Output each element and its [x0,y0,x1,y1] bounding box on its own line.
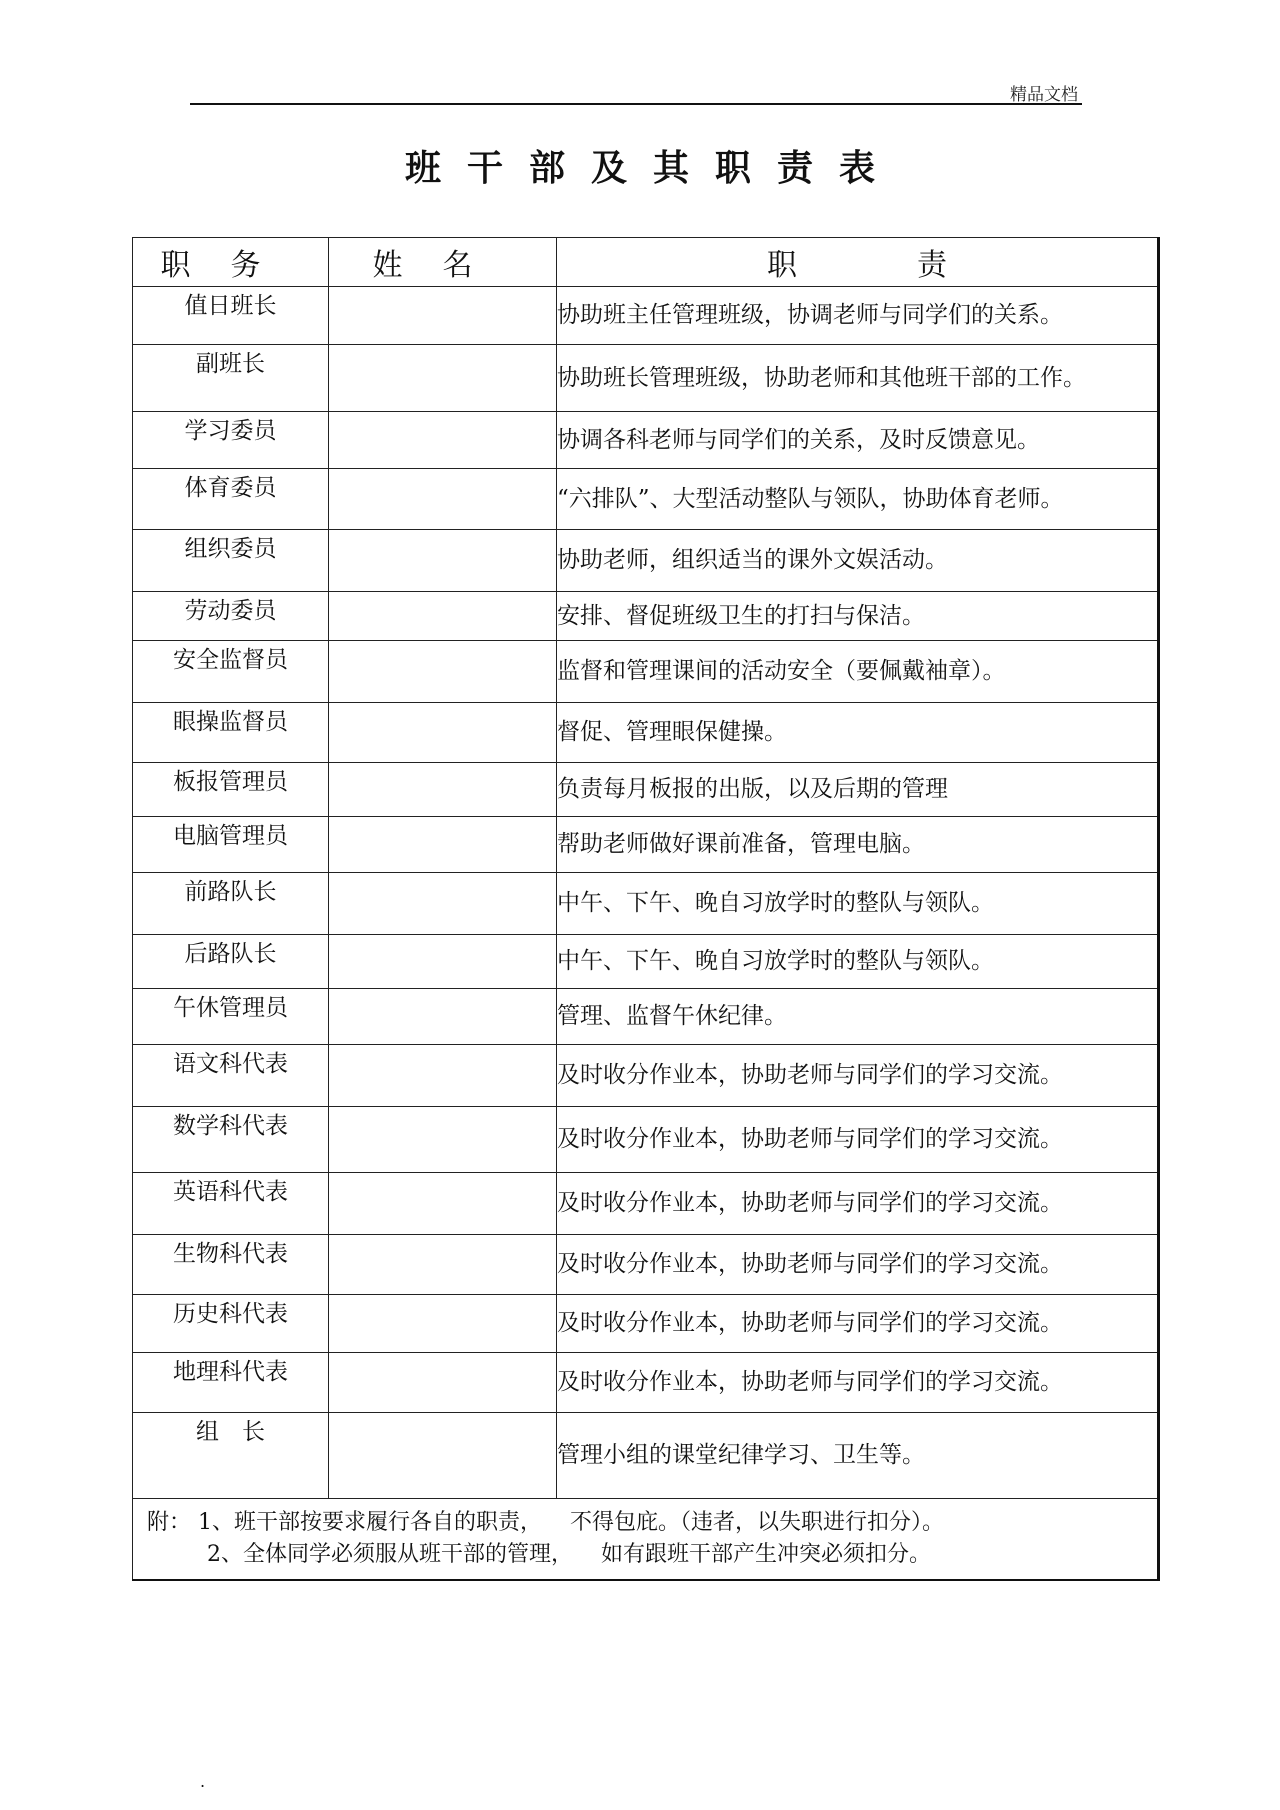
name-cell[interactable] [329,703,557,763]
role-cell: 副班长 [133,345,329,412]
note-2b: 如有跟班干部产生冲突必须扣分。 [601,1542,932,1567]
header-name: 姓名 [329,238,557,287]
table-row [133,1353,1159,1413]
role-cell: 历史科代表 [133,1295,329,1353]
name-cell[interactable] [329,873,557,935]
responsibility-cell: 协助班长管理班级，协助老师和其他班干部的工作。 [557,345,1159,412]
responsibility-cell: 监督和管理课间的活动安全（要佩戴袖章）。 [557,641,1159,703]
responsibility-cell: 负责每月板报的出版，以及后期的管理 [557,763,1159,817]
name-cell[interactable] [329,287,557,345]
table-row [133,703,1159,763]
table-row [133,1235,1159,1295]
role-cell: 地理科代表 [133,1353,329,1413]
header-responsibility [557,238,1159,287]
role-cell: 板报管理员 [133,763,329,817]
name-cell[interactable] [329,592,557,641]
table-row [133,817,1159,873]
note-prefix: 附： [147,1510,192,1535]
document-header-label: 精品文档 [1010,85,1078,105]
role-cell: 安全监督员 [133,641,329,703]
table-row [133,287,1159,345]
role-cell: 生物科代表 [133,1235,329,1295]
note-2a: 2、全体同学必须服从班干部的管理， [207,1542,573,1567]
name-cell[interactable] [329,1235,557,1295]
table-row [133,469,1159,530]
responsibility-cell: “六排队”、大型活动整队与领队，协助体育老师。 [557,469,1159,530]
role-cell: 电脑管理员 [133,817,329,873]
responsibility-cell: 中午、下午、晚自习放学时的整队与领队。 [557,873,1159,935]
responsibility-cell: 及时收分作业本，协助老师与同学们的学习交流。 [557,1295,1159,1353]
page-title: 班干部及其职责表 [404,148,901,189]
table-row [133,1173,1159,1235]
role-cell: 值日班长 [133,287,329,345]
name-cell[interactable] [329,1045,557,1107]
name-cell[interactable] [329,641,557,703]
name-cell[interactable] [329,412,557,469]
name-cell[interactable] [329,1353,557,1413]
note-line-2 [147,1539,1157,1571]
role-cell: 语文科代表 [133,1045,329,1107]
role-cell: 学习委员 [133,412,329,469]
table-row [133,412,1159,469]
role-cell: 午休管理员 [133,989,329,1045]
note-1a: 1、班干部按要求履行各自的职责， [198,1510,543,1535]
name-cell[interactable] [329,1295,557,1353]
responsibility-cell: 及时收分作业本，协助老师与同学们的学习交流。 [557,1235,1159,1295]
responsibility-cell: 管理、监督午休纪律。 [557,989,1159,1045]
table-row [133,935,1159,989]
responsibility-cell: 协调各科老师与同学们的关系，及时反馈意见。 [557,412,1159,469]
responsibility-cell: 及时收分作业本，协助老师与同学们的学习交流。 [557,1173,1159,1235]
duties-table [132,237,1160,1581]
role-cell: 组 长 [133,1413,329,1499]
role-cell: 眼操监督员 [133,703,329,763]
responsibility-cell: 帮助老师做好课前准备，管理电脑。 [557,817,1159,873]
name-cell[interactable] [329,817,557,873]
table-header-row [133,238,1159,287]
footer-mark: . [200,1772,206,1791]
table-row [133,873,1159,935]
table-row [133,989,1159,1045]
responsibility-cell: 及时收分作业本，协助老师与同学们的学习交流。 [557,1353,1159,1413]
role-cell: 体育委员 [133,469,329,530]
name-cell[interactable] [329,1413,557,1499]
name-cell[interactable] [329,530,557,592]
header-duty: 职务 [133,238,329,287]
responsibility-cell: 协助老师，组织适当的课外文娱活动。 [557,530,1159,592]
responsibility-cell: 及时收分作业本，协助老师与同学们的学习交流。 [557,1045,1159,1107]
note-line-1 [147,1507,1157,1539]
name-cell[interactable] [329,345,557,412]
role-cell: 劳动委员 [133,592,329,641]
table-row [133,1045,1159,1107]
responsibility-cell: 安排、督促班级卫生的打扫与保洁。 [557,592,1159,641]
name-cell[interactable] [329,989,557,1045]
name-cell[interactable] [329,763,557,817]
role-cell: 组织委员 [133,530,329,592]
responsibility-cell: 管理小组的课堂纪律学习、卫生等。 [557,1413,1159,1499]
name-cell[interactable] [329,469,557,530]
name-cell[interactable] [329,1173,557,1235]
table-row [133,345,1159,412]
name-cell[interactable] [329,1107,557,1173]
notes-row [133,1499,1159,1581]
table-row [133,1413,1159,1499]
responsibility-cell: 协助班主任管理班级，协调老师与同学们的关系。 [557,287,1159,345]
responsibility-cell: 及时收分作业本，协助老师与同学们的学习交流。 [557,1107,1159,1173]
header-responsibility-b: 责 [917,248,947,283]
role-cell: 数学科代表 [133,1107,329,1173]
responsibility-cell: 督促、管理眼保健操。 [557,703,1159,763]
role-cell: 后路队长 [133,935,329,989]
header-rule [190,103,1082,105]
table-row [133,1295,1159,1353]
table-row [133,592,1159,641]
table-row [133,530,1159,592]
table-row [133,1107,1159,1173]
name-cell[interactable] [329,935,557,989]
responsibility-cell: 中午、下午、晚自习放学时的整队与领队。 [557,935,1159,989]
notes-cell [133,1499,1159,1581]
table-row [133,641,1159,703]
header-responsibility-a: 职 [767,248,797,283]
table-row [133,763,1159,817]
role-cell: 英语科代表 [133,1173,329,1235]
role-cell: 前路队长 [133,873,329,935]
note-1b: 不得包庇。（违者，以失职进行扣分）。 [570,1510,945,1535]
